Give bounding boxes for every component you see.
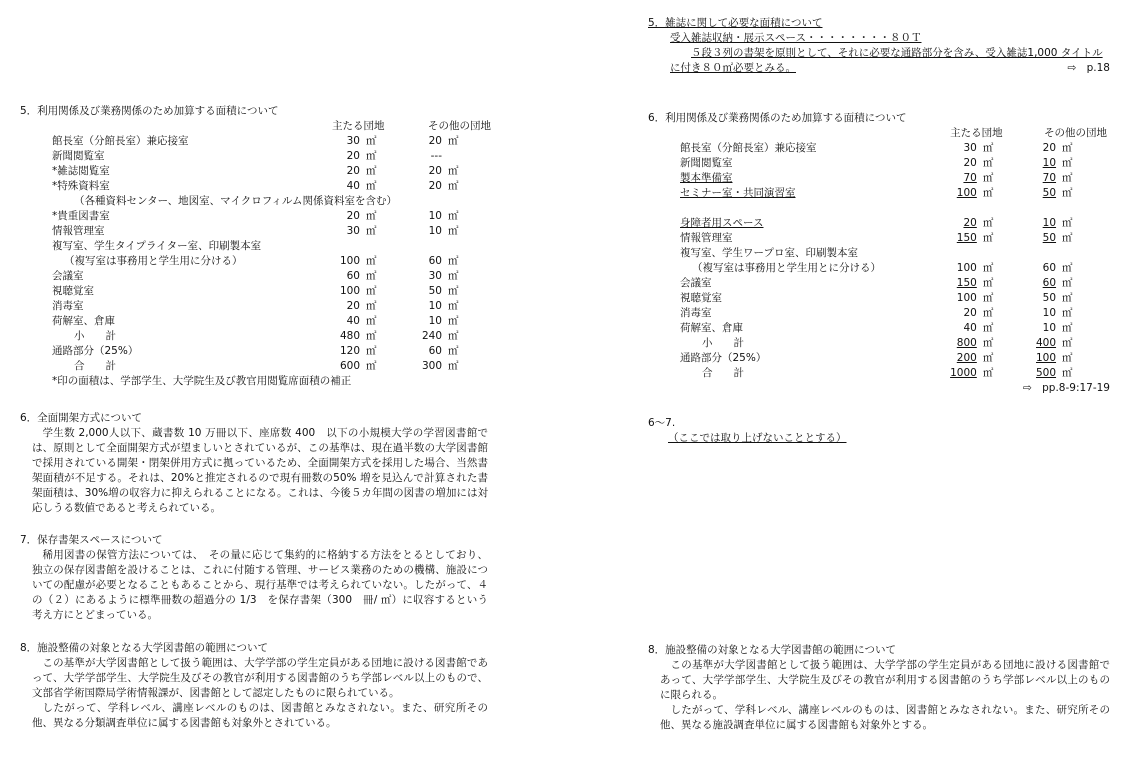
- right-section-6-7: [648, 416, 1110, 446]
- table-row: 視聴覚室 100 ㎡ 50 ㎡: [680, 292, 1073, 304]
- footnote-row: *印の面積は、学部学生、大学院生及び教官用閲覧席面積の補正: [52, 375, 352, 387]
- section-heading: 6～7.: [648, 417, 676, 429]
- section-heading: 5．雑誌に関して必要な面積について: [648, 17, 823, 29]
- section-body: したがって、学科レベル、講座レベルのものは、図書館とみなされない。また、研究所その他、異なる施設調査単位に属する図書館も対象外とする。: [660, 704, 1110, 731]
- section-heading: 8．施設整備の対象となる大学図書館の範囲について: [20, 642, 268, 654]
- subtotal-row: 小 計 800 ㎡ 400 ㎡: [702, 337, 1073, 349]
- section-heading: 5．利用関係及び業務関係のため加算する面積について: [20, 105, 279, 117]
- col-header-main: 主たる団地: [950, 127, 1003, 139]
- magazine-space-line: 受入雑誌収納・展示スペース・・・・・・・・８０Ｔ: [670, 32, 922, 44]
- table-row: セミナー室・共同演習室 100 ㎡ 50 ㎡: [680, 187, 1073, 199]
- col-header-main: 主たる団地: [332, 120, 385, 132]
- table-row: 荷解室、倉庫 40 ㎡ 10 ㎡: [680, 322, 1073, 334]
- section-note: （ここでは取り上げないこととする）: [668, 432, 847, 444]
- section-heading: 6．利用関係及び業務関係のため加算する面積について: [648, 112, 907, 124]
- left-section-7: [20, 533, 488, 623]
- section-heading: 6．全面開架方式について: [20, 412, 142, 424]
- table-row: 通路部分（25%） 200 ㎡ 100 ㎡: [680, 352, 1073, 364]
- section-body: 稀用図書の保管方法については、 その量に応じて集約的に格納する方法をとるとしており、独立の保存図書館を設けることは、これに付随する管理、サービス業務のための機構、施設についての配慮が必要となることもあることから、現行基準では考えられていない。したがって、４の（２）にあるように標準冊数の超過分の 1/3 を保存書架（300 冊/ ㎡）に収容するという考え方にとどまっている。: [32, 549, 488, 621]
- page-reference: ⇨ pp.8-9:17-19: [1022, 382, 1110, 394]
- table-row: 身障者用スペース 20 ㎡ 10 ㎡: [680, 217, 1073, 229]
- section-body: したがって、学科レベル、講座レベルのものは、図書館とみなされない。また、研究所その他、異なる分類調査単位に属する図書館も対象外とされている。: [32, 702, 488, 729]
- left-section-6: [20, 411, 488, 516]
- right-section-8: [648, 643, 1110, 733]
- subtotal-row: 小 計 480 ㎡ 240 ㎡: [74, 330, 459, 342]
- table-row: 複写室、学生タイプライター室、印刷製本室: [52, 240, 262, 252]
- table-row: 通路部分（25%） 120 ㎡ 60 ㎡: [52, 345, 459, 357]
- section-heading: 8．施設整備の対象となる大学図書館の範囲について: [648, 644, 896, 656]
- col-header-other: その他の団地: [1044, 127, 1108, 139]
- section-body: この基準が大学図書館として扱う範囲は、大学学部の学生定員がある団地に設ける図書館であって、大学学部学生、大学院生及びその教官が利用する図書館のうち学部レベル以上のもので、文部省学術国際局学術情報課が、図書館として認定したものに限られている。: [32, 657, 488, 699]
- table-row: 消毒室 20 ㎡ 10 ㎡: [680, 307, 1073, 319]
- table-row: 会議室 60 ㎡ 30 ㎡: [52, 270, 459, 282]
- section-body: この基準が大学図書館として扱う範囲は、大学学部の学生定員がある団地に設ける図書館であって、大学学部学生、大学院生及びその教官が利用する図書館のうち学部レベル以上のものに限られる。: [660, 659, 1110, 701]
- table-row: 複写室、学生ワープロ室、印刷製本室: [680, 247, 858, 259]
- table-row: 館長室（分館長室）兼応接室 30 ㎡ 20 ㎡: [680, 142, 1073, 154]
- table-row: 情報管理室 30 ㎡ 10 ㎡: [52, 225, 459, 237]
- page-reference: ⇨ p.18: [1067, 62, 1110, 74]
- area-table: [52, 119, 496, 389]
- table-row: 情報管理室 150 ㎡ 50 ㎡: [680, 232, 1073, 244]
- table-row: *雑誌閲覧室 20 ㎡ 20 ㎡: [52, 165, 459, 177]
- table-row: *貴重図書室 20 ㎡ 10 ㎡: [52, 210, 459, 222]
- table-row: 新聞閲覧室 20 ㎡ ---: [52, 150, 442, 162]
- right-section-5: [648, 16, 1110, 76]
- table-row: 消毒室 20 ㎡ 10 ㎡: [52, 300, 459, 312]
- table-row: 会議室 150 ㎡ 60 ㎡: [680, 277, 1073, 289]
- total-row: 合 計 1000 ㎡ 500 ㎡: [702, 367, 1073, 379]
- table-row: 荷解室、倉庫 40 ㎡ 10 ㎡: [52, 315, 459, 327]
- col-header-other: その他の団地: [428, 120, 491, 132]
- total-row: 合 計 600 ㎡ 300 ㎡: [74, 360, 459, 372]
- table-row: 新聞閲覧室 20 ㎡ 10 ㎡: [680, 157, 1073, 169]
- magazine-space-note: ５段３列の書架を原則として、それに必要な通路部分を含み、受入雑誌1,000 タイトルに付き８０㎡必要とみる。: [670, 47, 1103, 74]
- section-body: 学生数 2,000人以下、蔵書数 10 万冊以下、座席数 400 以下の小規模大学の学習図書館では、原則として全面開架方式が望ましいとされているが、この基準は、現在過半数の大学図書館で採用されている開架・閉架併用方式に拠っているため、全面開架方式を採用した場合、当然書架面積が不足する。それは、20%と推定されるので現有冊数の50% 増を見込んで計算された書架面積は、30%増の収容力に抑えられることになる。これは、今後５カ年間の図書の増加には対応しうる数値であると考えられている。: [32, 427, 488, 514]
- left-section-5: [20, 104, 500, 389]
- table-note-row: （各種資料センター、地図室、マイクロフィルム関係資料室を含む）: [74, 195, 397, 207]
- table-row: （複写室は事務用と学生用に分ける） 100 ㎡ 60 ㎡: [64, 255, 459, 267]
- table-row: *特殊資料室 40 ㎡ 20 ㎡: [52, 180, 459, 192]
- right-section-6: [648, 111, 1110, 396]
- table-row: （複写室は事務用と学生用とに分ける） 100 ㎡ 60 ㎡: [692, 262, 1073, 274]
- area-table: [680, 126, 1110, 381]
- table-row: 館長室（分館長室）兼応接室 30 ㎡ 20 ㎡: [52, 135, 459, 147]
- table-row: 視聴覚室 100 ㎡ 50 ㎡: [52, 285, 459, 297]
- section-heading: 7．保存書架スペースについて: [20, 534, 163, 546]
- left-section-8: [20, 641, 488, 731]
- table-row: 製本準備室 70 ㎡ 70 ㎡: [680, 172, 1073, 184]
